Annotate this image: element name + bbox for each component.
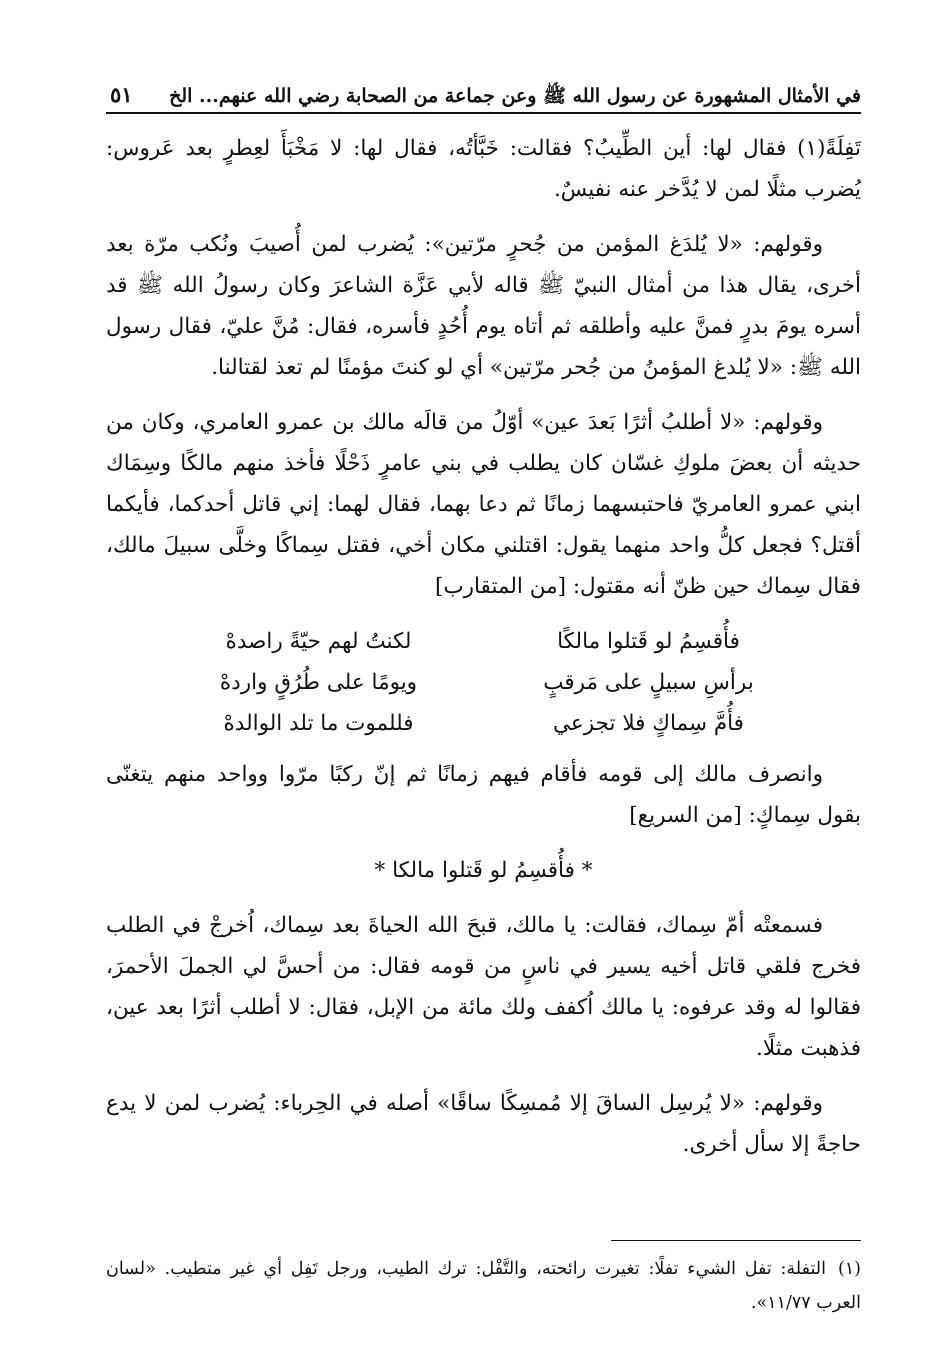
poem [106,621,861,744]
paragraph-4: وانصرف مالك إلى قومه فأقام فيهم زمانًا ثم إنّ ركبًا مرّوا وواحد منهم يتغنّى بقول سِماكٍ: [من السريع] [106,762,861,828]
paragraph-6: وقولهم: «لا يُرسِل الساقَ إلا مُمسِكًا ساقًا» أصله في الحِرباء: يُضرب لمن لا يدع حاجةً إلا سأل أخرى. [106,1091,861,1157]
hemistich-right: برأسِ سبيلٍ على مَرقبٍ [543,670,754,695]
paragraph-1: تَفِلَةً(١) فقال لها: أين الطِّيبُ؟ فقالت: خَبَّأتُه، فقال لها: لا مَخْبَأَ لعِطرٍ بعد عَروس: يُضرب مثلًا لمن لا يُدَّخر عنه نفيسٌ. [106,136,861,202]
paragraph-2: وقولهم: «لا يُلدَغ المؤمن من جُحرٍ مرّتين»: يُضرب لمن أُصيبَ ونُكب مرّة بعد أخرى، يقال هذا من أمثال النبيّ ﷺ قاله لأبي عَزَّة الشاعرَ وكان رسولُ الله ﷺ قد أسره يومَ بدرٍ فمنَّ عليه وأطلقه ثم أتاه يوم أُحُدٍ فأسره، فقال: مُنَّ عليّ، فقال رسول الله ﷺ: «لا يُلدغ المؤمنُ من جُحر مرّتين» أي لو كنتَ مؤمنًا لم تعذ لقتالنا. [106,232,861,380]
running-header [106,78,861,114]
single-verse: * فأُقسِمُ لو قَتلوا مالكا * [374,858,593,883]
paragraph-3: وقولهم: «لا أطلبُ أثرًا بَعدَ عين» أوّلُ من قالَه مالك بن عمرو العامري، وكان من حديثه أن بعضَ ملوكِ غسّان كان يطلب في بني عامرٍ ذَحْلًا فأخذ منهم مالكًا وسِمَاك ابني عمرو العامريّ فاحتبسهما زمانًا ثم دعا بهما، فقال لهما: إني قاتل أحدكما، فأيكما أقتل؟ فجعل كلُّ واحد منهما يقول: اقتلني مكان أخي، فقتل سِماكًا وخلَّى سبيلَ مالك، فقال سِماك حين ظنّ أنه مقتول: [من المتقارب] [106,410,861,599]
hemistich-left: ويومًا على طُرُقٍ واردهْ [219,670,418,695]
footnote [106,1252,861,1320]
page-number: ٥١ [110,82,133,107]
footnote-number: (١) [837,1259,861,1279]
hemistich-right: فأُمَّ سِماكٍ فلا تجزعي [553,711,744,736]
main-text [106,128,861,1179]
hemistich-left: لكنتُ لهم حيّةً راصدهْ [225,629,412,654]
poem-line [106,703,861,744]
poem-line [106,662,861,703]
footnote-text: التفلة: تفل الشيء تفلًا: تغيرت رائحته، والتَّفْل: ترك الطيب، ورجل تَفِل أي غير متطيب. «لسان العرب ١١/٧٧». [106,1259,861,1313]
footnote-divider [611,1240,861,1241]
poem-line [106,621,861,662]
hemistich-right: فأُقسِمُ لو قَتلوا مالكًا [557,629,740,654]
running-header-title: في الأمثال المشهورة عن رسول الله ﷺ وعن جماعة من الصحابة رضي الله عنهم... الخ [169,85,861,107]
paragraph-5: فسمعتْه أمّ سِماك، فقالت: يا مالك، قبحَ الله الحياةَ بعد سِماك، اُخرجْ في الطلب فخرج فلقي قاتل أخيه يسير في ناسٍ من قومه فقال: من أحسَّ لي الجملَ الأحمرَ، فقالوا له وقد عرفوه: يا مالك اُكفف ولك مائة من الإبل، فقال: لا أطلب أثرًا بعد عين، فذهبت مثلًا. [106,913,861,1061]
hemistich-left: فللموت ما تلد الوالدهْ [223,711,414,736]
